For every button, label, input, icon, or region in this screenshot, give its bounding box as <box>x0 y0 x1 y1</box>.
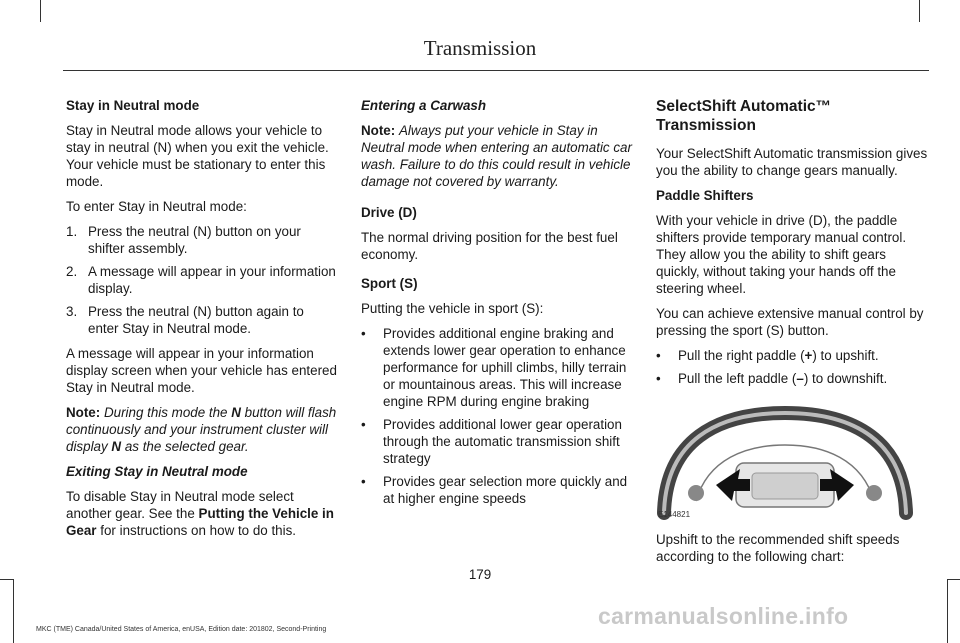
bullet-text: Pull the left paddle ( <box>678 371 797 386</box>
list-item <box>656 347 928 364</box>
note-text: button will flash continuously and your instrument cluster will display <box>66 405 337 454</box>
watermark: carmanualsonline.info <box>598 603 849 629</box>
gear-letter: N <box>111 439 122 454</box>
heading-paddle-shifters: Paddle Shifters <box>656 188 754 203</box>
note-label: Note: <box>66 405 101 420</box>
list-item <box>361 416 633 467</box>
note-label: Note: <box>361 123 396 138</box>
bullet: • <box>361 417 366 432</box>
steering-wheel-icon <box>656 401 914 521</box>
bullet: • <box>361 326 366 341</box>
steering-wheel-figure <box>656 401 914 521</box>
gear-letter: N <box>231 405 241 420</box>
bullet-text: Provides additional lower gear operation through the automatic transmission shift strategy <box>383 417 622 466</box>
bullet: • <box>656 371 661 386</box>
header-rule <box>63 70 929 71</box>
heading-carwash: Entering a Carwash <box>361 98 487 113</box>
column-2 <box>361 97 633 515</box>
heading-stay-in-neutral: Stay in Neutral mode <box>66 98 200 113</box>
plus-symbol: + <box>804 348 813 363</box>
list-item <box>361 325 633 410</box>
bullet: • <box>656 348 661 363</box>
steps-list <box>66 223 338 337</box>
list-item <box>656 370 928 387</box>
crop-mark <box>13 579 14 643</box>
column-1 <box>66 97 338 547</box>
note-neutral-mode <box>66 404 338 455</box>
paragraph-upshift: Upshift to the recommended shift speeds according to the following chart: <box>656 532 900 564</box>
footer-edition-note: MKC (TME) Canada/United States of America, enUSA, Edition date: 201802, Second-Printing <box>36 626 327 633</box>
paragraph-sport-intro: Putting the vehicle in sport (S): <box>361 301 544 316</box>
step-number: 1. <box>66 224 78 239</box>
paragraph-disable <box>66 488 338 539</box>
paragraph-text: To disable Stay in Neutral mode select another gear. See the <box>66 489 294 521</box>
bullet-text: ) to downshift. <box>803 371 888 386</box>
paragraph-paddle: With your vehicle in drive (D), the paddle shifters provide temporary manual control. They allow you the ability to shift gears quickly, without taking your hands off the steering wheel. <box>656 213 907 296</box>
paragraph-intro: Stay in Neutral mode allows your vehicle to stay in neutral (N) when you exit the vehicle. Your vehicle must be stationary to enter this mode. <box>66 123 329 189</box>
bullet-text: ) to upshift. <box>812 348 879 363</box>
figure-code: E144821 <box>658 510 691 519</box>
paragraph-selectshift-intro: Your SelectShift Automatic transmission gives you the ability to change gears manually. <box>656 146 928 178</box>
crop-mark <box>919 0 920 22</box>
paragraph-manual-control: You can achieve extensive manual control by pressing the sport (S) button. <box>656 306 924 338</box>
bullet-text: Provides additional engine braking and extends lower gear operation to enhance performance for uphill climbs, hilly terrain or mountainous areas. This will increase engine RPM during engine braking <box>383 326 627 409</box>
list-item <box>66 223 338 257</box>
note-text: During this mode the <box>103 405 228 420</box>
list-item <box>66 263 338 297</box>
paragraph-to-enter: To enter Stay in Neutral mode: <box>66 199 247 214</box>
sport-bullet-list <box>361 325 633 507</box>
cross-reference-link[interactable]: Putting the Vehicle in Gear <box>66 506 334 538</box>
heading-selectshift: SelectShift Automatic™ Transmission <box>656 98 832 134</box>
note-carwash <box>361 122 633 190</box>
step-text: Press the neutral (N) button again to enter Stay in Neutral mode. <box>88 304 304 336</box>
note-text: as the selected gear. <box>124 439 249 454</box>
list-item <box>66 303 338 337</box>
paddle-bullet-list <box>656 347 928 387</box>
heading-drive: Drive (D) <box>361 205 417 220</box>
step-number: 2. <box>66 264 78 279</box>
page-title: Transmission <box>423 36 537 60</box>
crop-mark <box>40 0 41 22</box>
column-3 <box>656 97 928 573</box>
heading-exiting: Exiting Stay in Neutral mode <box>66 464 248 479</box>
note-text: Always put your vehicle in Stay in Neutral mode when entering an automatic car wash. Failure to do this could result in vehicle damage not covered by warranty. <box>361 123 632 189</box>
bullet-text: Pull the right paddle ( <box>678 348 805 363</box>
bullet: • <box>361 474 366 489</box>
minus-symbol: – <box>796 371 804 386</box>
page-number: 179 <box>468 567 492 582</box>
list-item <box>361 473 633 507</box>
heading-sport: Sport (S) <box>361 276 418 291</box>
step-text: A message will appear in your information display. <box>88 264 336 296</box>
paragraph-text: for instructions on how to do this. <box>100 523 297 538</box>
step-text: Press the neutral (N) button on your shifter assembly. <box>88 224 301 256</box>
crop-mark <box>947 579 948 643</box>
paragraph-message: A message will appear in your information display screen when your vehicle has entered Stay in Neutral mode. <box>66 346 337 395</box>
bullet-text: Provides gear selection more quickly and at higher engine speeds <box>383 474 628 506</box>
step-number: 3. <box>66 304 78 319</box>
paragraph-drive: The normal driving position for the best fuel economy. <box>361 230 618 262</box>
